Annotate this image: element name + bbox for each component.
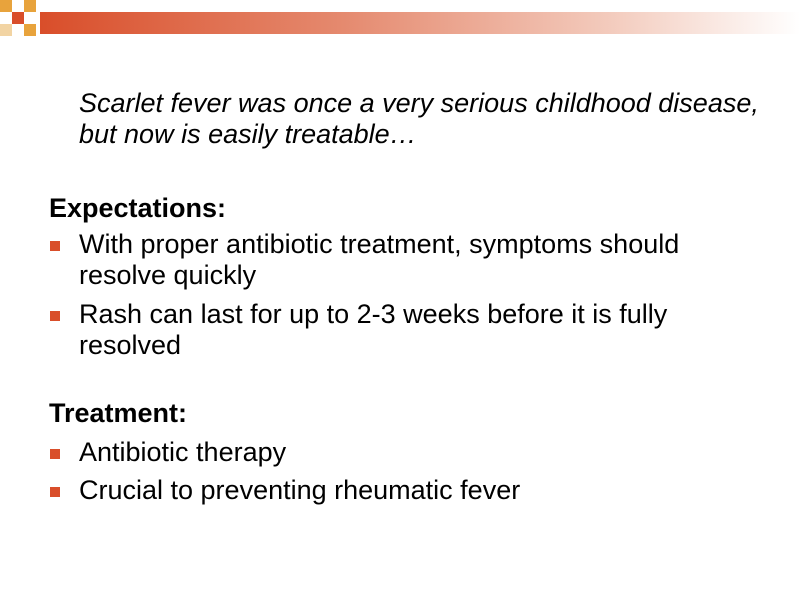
list-item [49,229,749,291]
list-item [49,475,749,506]
square-bullet-icon [50,487,60,497]
intro-text: Scarlet fever was once a very serious childhood disease, but now is easily treatable… [79,88,759,149]
list-item [49,299,749,361]
bullet-text: Rash can last for up to 2-3 weeks before it is fully resolved [79,299,668,360]
square-bullet-icon [50,241,60,251]
bullet-text: Crucial to preventing rheumatic fever [79,475,521,505]
bullet-text: Antibiotic therapy [79,437,287,467]
section-heading-expectations: Expectations: [49,193,227,223]
section-heading-treatment: Treatment: [49,398,188,428]
list-item [49,437,749,468]
bullet-text: With proper antibiotic treatment, symptoms should resolve quickly [79,229,680,290]
square-bullet-icon [50,311,60,321]
bullet-list-treatment [49,437,749,506]
square-bullet-icon [50,449,60,459]
bullet-list-expectations [49,229,749,361]
